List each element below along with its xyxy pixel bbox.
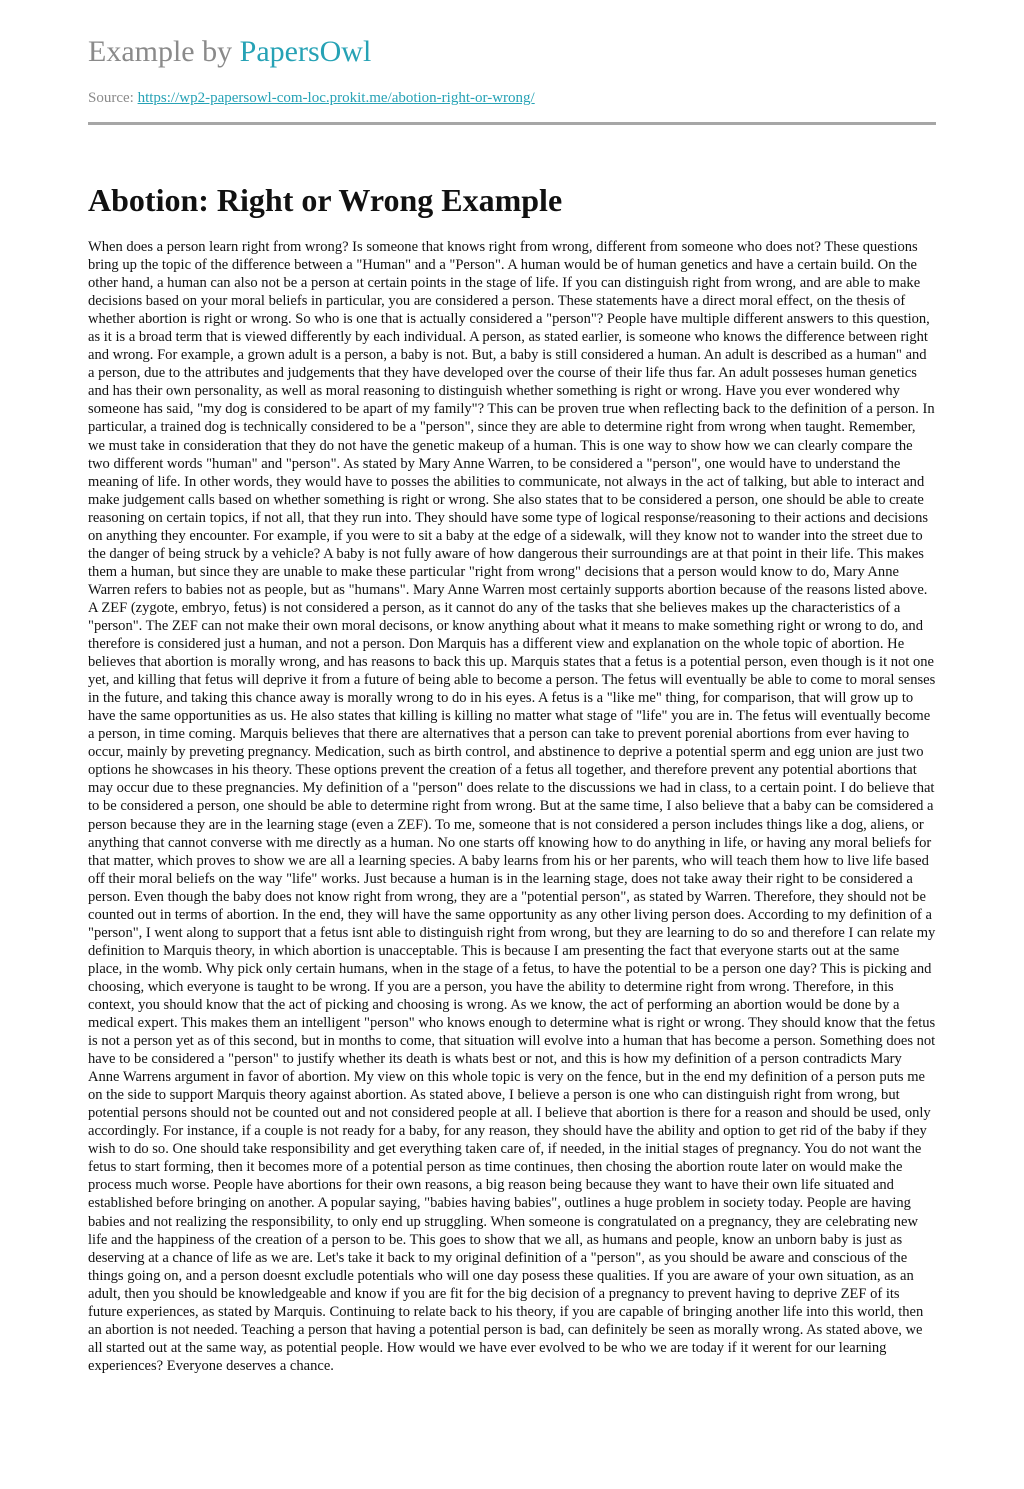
brand-prefix: Example by [88,35,240,68]
article-body: When does a person learn right from wrong? Is someone that knows right from wrong, different from someone who does not? These questions bring up the topic of the difference between a "Human" and a "Person". A human would be of human genetics and have a certain build. On the other hand, a human can also not be a person at certain points in the stage of life. If you can distinguish right from wrong, and are able to make decisions based on your moral beliefs in particular, you are considered a person. These statements have a direct moral effect, on the thesis of whether abortion is right or wrong. So who is one that is actually considered a "person"? People have multiple different answers to this question, as it is a broad term that is viewed differently by each individual. A person, as stated earlier, is someone who knows the difference between right and wrong. For example, a grown adult is a person, a baby is not. But, a baby is still considered a human. An adult is described as a human" and a person, due to the attributes and judgements that they have developed over the course of their life thus far. An adult posseses human genetics and has their own personality, as well as moral reasoning to distinguish whether something is right or wrong. Have you ever wondered why someone has said, "my dog is considered to be apart of my family"? This can be proven true when reflecting back to the definition of a person. In particular, a trained dog is technically considered to be a "person", since they are able to determine right from wrong when taught. Remember, we must take in consideration that they do not have the genetic makeup of a human. This is one way to show how we can clearly compare the two different words "human" and "person". As stated by Mary Anne Warren, to be considered a "person", one would have to understand the meaning of life. In other words, they would have to posses the abilities to communicate, not always in the act of talking, but able to interact and make judgement calls based on whether something is right or wrong. She also states that to be considered a person, one should be able to create reasoning on certain topics, if not all, that they run into. They should have some type of logical response/reasoning to their actions and decisions on anything they encounter. For example, if you were to sit a baby at the edge of a sidewalk, will they know not to wander into the street due to the danger of being struck by a vehicle? A baby is not fully aware of how dangerous their surroundings are at that point in their life. This makes them a human, but since they are unable to make these particular "right from wrong" decisions that a person would know to do, Mary Anne Warren refers to babies not as people, but as "humans". Mary Anne Warren most certainly supports abortion because of the reasons listed above. A ZEF (zygote, embryo, fetus) is not considered a person, as it cannot do any of the tasks that she believes makes up the characteristics of a "person". The ZEF can not make their own moral decisons, or know anything about what it means to make something right or wrong to do, and therefore is considered just a human, and not a person. Don Marquis has a different view and explanation on the whole topic of abortion. He believes that abortion is morally wrong, and has reasons to back this up. Marquis states that a fetus is a potential person, even though is it not one yet, and killing that fetus will deprive it from a future of being able to become a person. The fetus will eventually be able to come to moral senses in the future, and taking this chance away is morally wrong to do in his eyes. A fetus is a "like me" thing, for comparison, that will grow up to have the same opportunities as us. He also states that killing is killing no matter what stage of "life" you are in. The fetus will eventually become a person, in time coming. Marquis believes that there are alternatives that a person can take to prevent porenial abortions from ever having to occur, mainly by preveting pregnancy. Medication, such as birth control, and abstinence to deprive a potential sperm and egg union are just two options he showcases in his theory. These options prevent the creation of a fetus all together, and therefore prevent any potential abortions that may occur due to these pregnancies. My definition of a "person" does relate to the discussions we had in class, to a certain point. I do believe that to be considered a person, one should be able to determine right from wrong. But at the same time, I also believe that a baby can be comsidered a person because they are in the learning stage (even a ZEF). To me, someone that is not considered a person includes things like a dog, aliens, or anything that cannot converse with me directly as a human. No one starts off knowing how to do anything in life, or having any moral beliefs for that matter, which proves to show we are all a learning species. A baby learns from his or her parents, who will teach them how to live life based off their moral beliefs on the way "life" works. Just because a human is in the learning stage, does not take away their right to be considered a person. Even though the baby does not know right from wrong, they are a "potential person", as stated by Warren. Therefore, they should not be counted out in terms of abortion. In the end, they will have the same opportunity as any other living person does. According to my definition of a "person", I went along to support that a fetus isnt able to distinguish right from wrong, but they are learning to do so and therefore I can relate my definition to Marquis theory, in which abortion is unacceptable. This is because I am presenting the fact that everyone starts out at the same place, in the womb. Why pick only certain humans, when in the stage of a fetus, to have the potential to be a person one day? This is picking and choosing, which everyone is taught to be wrong. If you are a person, you have the ability to determine right from wrong. Therefore, in this context, you should know that the act of picking and choosing is wrong. As we know, the act of performing an abortion would be done by a medical expert. This makes them an intelligent "person" who knows enough to determine what is right or wrong. They should know that the fetus is not a person yet as of this second, but in months to come, that situation will evolve into a human that has become a person. Something does not have to be considered a "person" to justify whether its death is whats best or not, and this is how my definition of a person contradicts Mary Anne Warrens argument in favor of abortion. My view on this whole topic is very on the fence, but in the end my definition of a person puts me on the side to support Marquis theory against abortion. As stated above, I believe a person is one who can distinguish right from wrong, but potential persons should not be counted out and not considered people at all. I believe that abortion is there for a reason and should be used, only accordingly. For instance, if a couple is not ready for a baby, for any reason, they should have the ability and option to get rid of the baby if they wish to do so. One should take responsibility and get everything taken care of, if needed, in the initial stages of pregnancy. You do not want the fetus to start forming, then it becomes more of a potential person as time continues, then chosing the abortion route later on would make the process much worse. People have abortions for their own reasons, a big reason being because they want to have their own life situated and established before bringing on another. A popular saying, "babies having babies", outlines a huge problem in society today. People are having babies and not realizing the responsibility, to only end up struggling. When someone is congratulated on a pregnancy, they are celebrating new life and the happiness of the creation of a person to be. This goes to show that we all, as humans and people, know an unborn baby is just as deserving at a chance of life as we are. Let's take it back to my original definition of a "person", as you should be aware and conscious of the things going on, and a person doesnt excludle potentials who will one day posess these qualities. If you are aware of your own situation, as an adult, then you should be knowledgeable and know if you are fit for the big decision of a pregnancy to prevent having to deprive ZEF of its future experiences, as stated by Marquis. Continuing to relate back to his theory, if you are capable of bringing another life into this world, then an abortion is not needed. Teaching a person that having a potential person is bad, can definitely be seen as morally wrong. As stated above, we all started out at the same way, as potential people. How would we have ever evolved to be who we are today if it werent for our learning experiences? Everyone deserves a chance. [88,239,936,1374]
source-line [88,88,535,108]
brand-header [88,32,371,72]
brand-logo-text[interactable]: PapersOwl [239,35,372,68]
source-label: Source: [88,90,138,106]
header-divider [88,122,936,125]
source-link[interactable]: https://wp2-papersowl-com-loc.prokit.me/abotion-right-or-wrong/ [137,90,535,106]
page-title: Abotion: Right or Wrong Example [88,182,563,218]
